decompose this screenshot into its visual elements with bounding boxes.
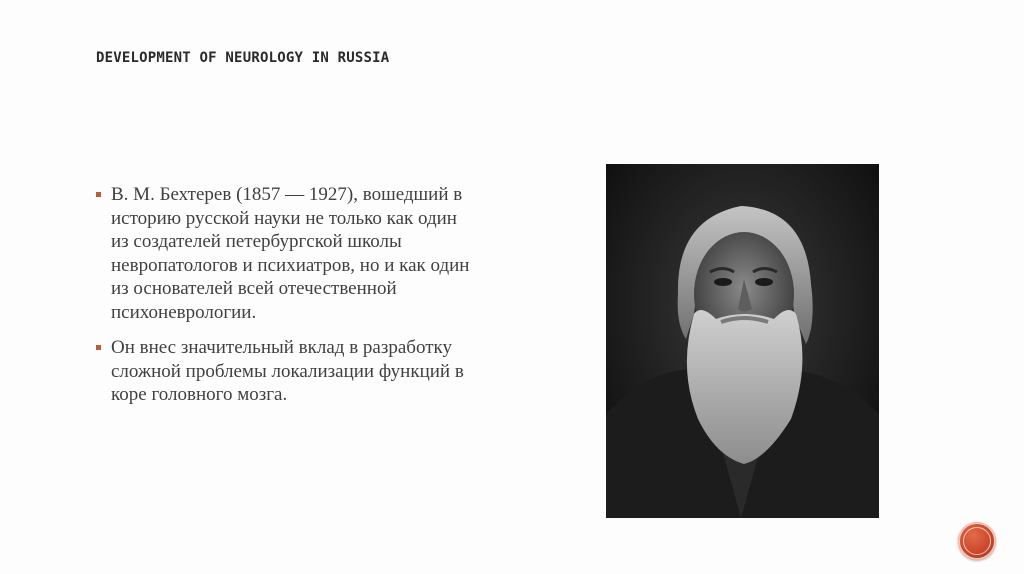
next-slide-button[interactable] (958, 522, 996, 560)
portrait-image (606, 164, 879, 518)
slide-title: DEVELOPMENT OF NEUROLOGY IN RUSSIA (96, 50, 390, 66)
slide-body (96, 183, 476, 419)
bullet-item (96, 183, 476, 324)
bullet-square-icon (96, 345, 101, 350)
bullet-square-icon (96, 192, 101, 197)
bullet-text: В. М. Бехтерев (1857 — 1927), вошедший в историю русской науки не только как один из создателей петербургской школы невропатологов и психиатров, но и как один из основателей всей отечественной психоневрологии. (111, 184, 470, 323)
bullet-item (96, 336, 476, 407)
bullet-text: Он внес значительный вклад в разработку сложной проблемы локализации функций в коре головного мозга. (111, 337, 464, 405)
portrait-photo (606, 164, 879, 518)
